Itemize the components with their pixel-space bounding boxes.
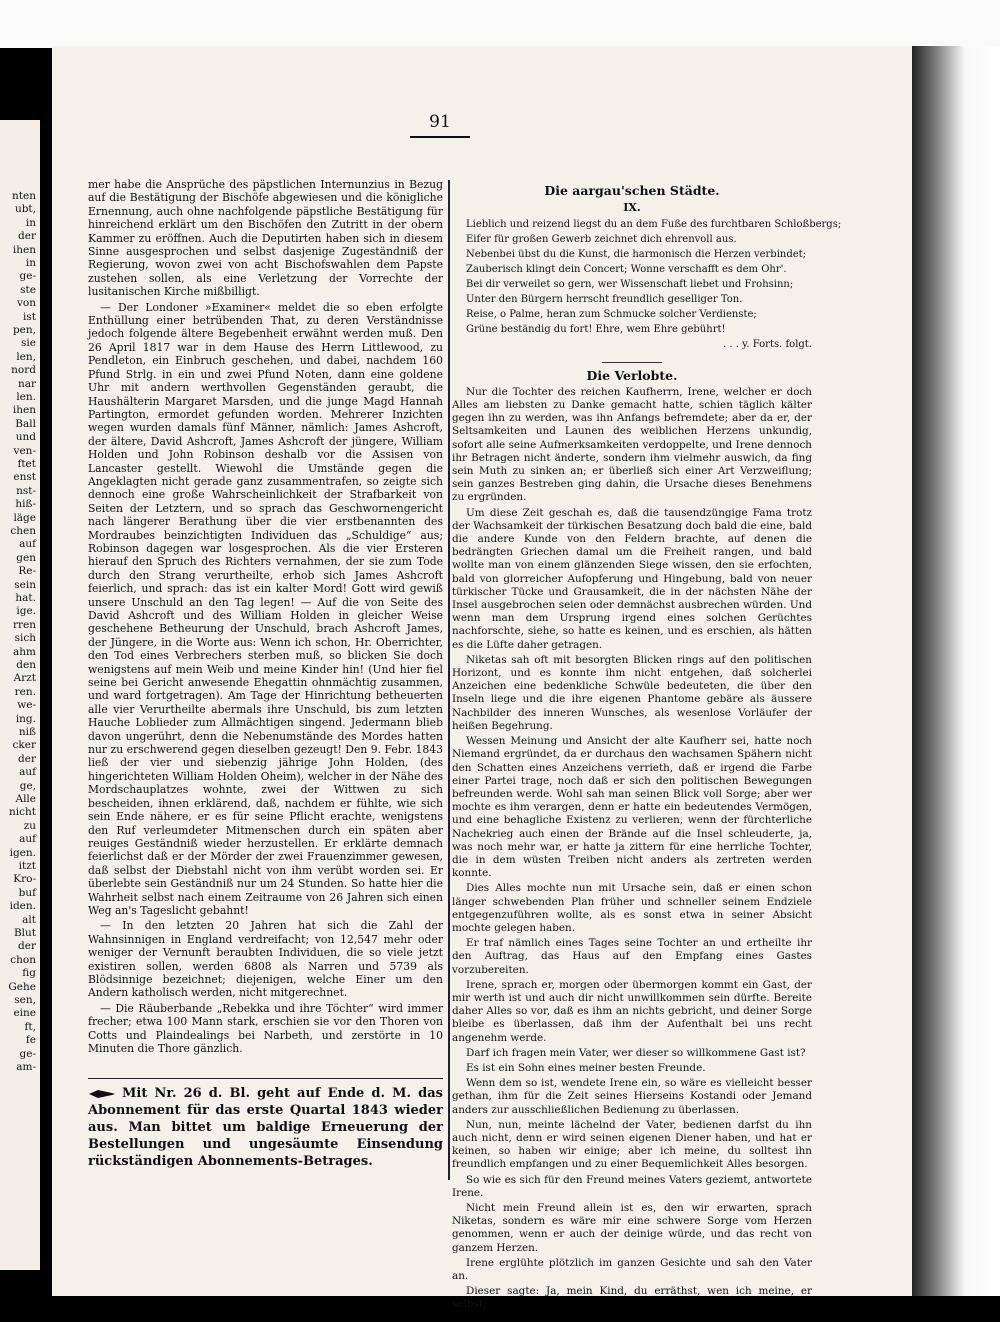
story-paragraph: So wie es sich für den Freund meines Vaters geziemt, antwortete Irene. — [452, 1173, 812, 1199]
adjacent-page-text-fragment: ge- — [19, 1047, 36, 1060]
poem-byline: . . . y. Forts. folgt. — [723, 339, 812, 351]
adjacent-page-text-fragment: len. — [16, 391, 36, 403]
adjacent-page-text-fragment: der — [18, 752, 36, 765]
poem-line: Reise, o Palme, heran zum Schmucke solcher Verdienste; — [466, 309, 757, 321]
adjacent-page-text-fragment: ste — [20, 283, 36, 296]
adjacent-page-text-fragment: nst- — [16, 484, 36, 497]
adjacent-page-text-fragment: alt — [22, 913, 36, 926]
adjacent-page-text-fragment: igen. — [9, 846, 36, 859]
page-number: 91 — [429, 112, 451, 132]
adjacent-page-text-fragment: ahm — [13, 645, 36, 658]
adjacent-page-text-fragment: ihen — [12, 243, 36, 256]
page-number-rule — [410, 136, 470, 138]
section-title-aargau: Die aargau'schen Städte. — [544, 183, 720, 198]
adjacent-page-text-fragment: am- — [16, 1061, 36, 1073]
adjacent-page-text-fragment: der — [18, 940, 36, 953]
adjacent-page-text-fragment: Arzt — [13, 672, 36, 685]
adjacent-page-fragment — [0, 120, 40, 1270]
adjacent-page-text-fragment: pen, — [12, 324, 36, 336]
story-paragraph: Er traf nämlich eines Tages seine Tochter an und ertheilte ihr den Auftrag, das Haus auf den Empfang eines Gastes vorzubereiten. — [452, 937, 812, 976]
adjacent-page-text-fragment: we- — [17, 699, 36, 712]
poem-line: Unter den Bürgern herrscht freundlich geselliger Ton. — [466, 294, 743, 306]
adjacent-page-text-fragment: iden. — [9, 900, 36, 913]
adjacent-page-text-fragment: nord — [11, 364, 36, 377]
story-paragraph: Nur die Tochter des reichen Kaufherrn, Irene, welcher er doch Alles am liebsten zu Danke gemacht hatte, schien täglich kälter gegen ihn zu werden, was ihn Anfangs befremdete; aber da er, der Seltsamkeiten und Launen des weiblichen Herzens unkundig, sofort alle seine Aufmerksamkeiten verdoppelte, und Irene dennoch ihr Betragen nicht änderte, sondern ihm vielmehr auswich, da fing sein Muth zu sinken an; er überließ sich einer Art Verzweiflung; sein ganzes Bestreben ging dahin, die Ursache dieses Benehmens zu ergründen. — [452, 385, 812, 504]
story-paragraph: Um diese Zeit geschah es, daß die tausendzüngige Fama trotz der Wachsamkeit der türkischen Besatzung doch bald die eine, bald die andere Kunde von den Feldern brachte, auf denen die bedrängten Griechen damal um die Freiheit rangen, und bald wollte man von einem glänzenden Siege wissen, den sie erfochten, bald von glorreicher Aufopferung und Hingebung, bald von neuer türkischer Tücke und Grausamkeit, die in der nächsten Nähe der Insel ausgebrochen seien oder demnächst ausbrechen würden. Und wenn man dem Ursprung irgend eines solchen Gerüchtes nachforschte, siehe, so hatte es keinen, und es erschien, als hätten es die Lüfte daher getragen. — [452, 506, 812, 651]
story-paragraph: Wenn dem so ist, wendete Irene ein, so wäre es vielleicht besser gethan, ihm für die Zeit seines Hierseins Kostandi oder Jemand anders zur ausschließlichen Bedienung zu überlassen. — [452, 1077, 812, 1116]
paragraph-bishops: mer habe die Ansprüche des päpstlichen Internunzius in Bezug auf die Bestätigung der Bischöfe abgewiesen und die königliche Ernennung, auch ohne nachfolgende päpstliche Bestätigung für hinreichend erklärt um den Bischöfen den Zutritt in der obern Kammer zu eröffnen. Auch die Deputirten haben sich in diesem Sinne ausgesprochen und selbst dasjenige Zugeständniß der Regierung, wovon zwei von acht Bischofswahlen dem Papste zustehen sollen, als eine Verletzung der Vorrechte der lusitanischen Kirche mißbilligt. — [88, 178, 443, 299]
story-paragraph: Nicht mein Freund allein ist es, den wir erwarten, sprach Niketas, sondern es wäre mir eine schwere Sorge vom Herzen genommen, wenn er auch der deinige würde, und das recht von ganzem Herzen. — [452, 1202, 812, 1254]
adjacent-page-text-fragment: in — [25, 257, 36, 269]
adjacent-page-text-fragment: nten — [12, 190, 36, 202]
adjacent-page-text-fragment: und — [15, 431, 36, 444]
story-paragraph: Irene erglühte plötzlich im ganzen Gesichte und sah den Vater an. — [452, 1256, 812, 1283]
adjacent-page-text-fragment: sich — [14, 632, 36, 645]
subscription-notice — [88, 1078, 443, 1170]
poem-line: Lieblich und reizend liegst du an dem Fuße des furchtbaren Schloßbergs; — [466, 219, 842, 231]
adjacent-page-text-fragment: itzt — [18, 860, 36, 872]
poem-line: Zauberisch klingt dein Concert; Wonne verschafft es dem Ohr'. — [466, 264, 787, 276]
adjacent-page-text-fragment: nicht — [9, 806, 36, 819]
adjacent-page-text-fragment: ige. — [16, 605, 36, 618]
paragraph-rebekka: — Die Räuberbande „Rebekka und ihre Töchter“ wird immer frecher; etwa 100 Mann stark, erschien sie vor den Thoren von Cotts und Plaindealings bei Narbeth, und zerstörte in 10 Minuten die Thore gänzlich. — [88, 1001, 443, 1055]
poem — [452, 218, 842, 336]
scan-top-edge — [0, 0, 1000, 48]
adjacent-page-text-fragment: Kro- — [13, 873, 36, 886]
poem-number: IX. — [623, 201, 641, 215]
adjacent-page-text-fragment: eine — [13, 1007, 36, 1020]
adjacent-page-text-fragment: Gehe — [8, 980, 36, 993]
adjacent-page-text-fragment: sein — [14, 578, 36, 591]
pointing-hand-icon — [88, 1088, 116, 1100]
adjacent-page-text-fragment: zu — [23, 819, 36, 832]
adjacent-page-text-fragment: in — [25, 216, 36, 229]
right-column — [452, 178, 842, 1314]
adjacent-page-text-fragment: ftet — [17, 458, 36, 470]
adjacent-page-text-fragment: buf — [18, 886, 36, 899]
adjacent-page-text-fragment: ven- — [13, 444, 36, 457]
adjacent-page-text-fragment: fe — [25, 1034, 36, 1047]
adjacent-page-text-fragment: ing. — [15, 712, 36, 725]
adjacent-page-text-fragment: Re- — [18, 565, 36, 578]
adjacent-page-text-fragment: Ball — [15, 417, 36, 430]
scan-right-edge — [912, 46, 1000, 1296]
story-paragraph: Niketas sah oft mit besorgten Blicken rings auf den politischen Horizont, und es konnte ihm nicht entgehen, daß solcherlei Anzeichen eine bedenkliche Schwüle bedeuteten, die über den Inseln liege und die ihre eigenen Phantome gebäre als äussere Nachbilder des inneren Wunsches, als wesenlose Vorläufer der heißen Begehrung. — [452, 653, 812, 732]
story-paragraph: Es ist ein Sohn eines meiner besten Freunde. — [466, 1061, 706, 1074]
section-title-verlobte: Die Verlobte. — [586, 367, 678, 383]
adjacent-page-text-fragment: ihen — [12, 404, 36, 417]
adjacent-page-text-fragment: ft, — [24, 1020, 36, 1033]
adjacent-page-text-fragment: sie — [21, 337, 36, 350]
adjacent-page-text-fragment: chen — [10, 525, 36, 537]
adjacent-page-text-fragment: hiß- — [15, 498, 36, 511]
left-column — [88, 178, 443, 1057]
adjacent-page-text-fragment: auf — [19, 833, 36, 846]
notice-text: Mit Nr. 26 d. Bl. geht auf Ende d. M. das Abonnement für das erste Quartal 1843 wieder aus. Man bittet um baldige Erneuerung der Bestellungen und ungesäumte Einsendung rückständigen Abonnements-Betrages. — [88, 1086, 443, 1169]
story-paragraph: Wessen Meinung und Ansicht der alte Kaufherr sei, hatte noch Niemand ergründet, da er durchaus den wachsamen Spähern nicht den Schatten eines Anzeichens verrieth, daß er irgend die Farbe einer Partei trage, noch daß er sich den politischen Bewegungen befreunden werde. Wohl sah man seinen Blick voll Sorge; aber wer mochte es ihm verargen, denn er hatte ein bedeutendes Vermögen, und eine behagliche Existenz zu verlieren, wenn der fürchterliche Nachekrieg auch einen der Brände auf die Insel schleuderte, ja, was noch mehr war, er hatte ja zittern für eine herrliche Tochter, die in dem wüsten Treiben nicht anders als zertreten werden konnte. — [452, 735, 812, 880]
paragraph-insanity: — In den letzten 20 Jahren hat sich die Zahl der Wahnsinnigen in England verdreifacht; von 12,547 mehr oder weniger der Vernunft beraubten Individuen, die so viele jetzt existiren sollen, werden 6808 als Narren und 5739 als Blödsinnige bezeichnet; diejenigen, welche Einer um den Andern katholisch werden, nicht mitgerechnet. — [88, 919, 443, 1000]
adjacent-page-text-fragment: ge- — [19, 270, 36, 283]
poem-line: Eifer für großen Gewerb zeichnet dich ehrenvoll aus. — [466, 234, 737, 246]
adjacent-page-text-fragment: cker — [12, 739, 36, 752]
column-divider — [448, 180, 450, 1180]
paragraph-examiner: — Der Londoner »Examiner« meldet die so eben erfolgte Enthüllung einer betrübenden That, zu deren Verständnisse jedoch folgende ältere Begebenheit erwähnt werden muß. Den 26 April 1817 war in dem Hause des Herrn Littlewood, zu Pendleton, ein Einbruch geschehen, und dabei, nachdem 160 Pfund Strlg. in ein und zwei Pfund Noten, dann eine goldene Uhr mit andern werthvollen Gegenständen geraubt, die Haushälterin Margaret Marsden, und die junge Magd Hannah Partington, ermordet gefunden worden. Mehrerer Inzichten wegen wurden damals fünf Männer, nämlich: James Ashcroft, der ältere, David Ashcroft, James Ashcroft der jüngere, William Holden und John Robinson deshalb vor die Assisen von Lancaster gestellt. Wiewohl die Umstände gegen die Angeklagten nicht gerade ganz zusammentrafen, so zeigte sich dennoch eine große Wahrscheinlichkeit der Strafbarkeit von Seiten der Letztern, und so sprach das Geschwornengericht nach längerer Berathung über die vier erstbenannten des Mordraubes beinzichtigten Individuen das „Schuldige“ aus; Robinson dagegen war losgesprochen. Als die vier Ersteren hierauf den Spruch des Richters vernahmen, der sie zum Tode durch den Strang verurtheilte, erhob sich James Ashcroft feierlich, und sprach: das ist ein kalter Mord! Gott wird gewiß unsere Unschuld an den Tag legen! — Auf die von Seite des David Ashcroft und des William Holden in gleicher Weise geschehene Betheurung der Unschuld, brach Ashcroft James, der Jüngere, in die Worte aus: Wenn ich schon, Hr. Oberrichter, den Tod eines Verbrechers sterben muß, so blicken Sie doch wenigstens auf mein Weib und meine Kinder hin! (Und hier fiel seine bei Gericht anwesende Ehegattin ohnmächtig zusammen, und ward fortgetragen). Am Tage der Hinrichtung betheuerten alle vier Verurtheilte abermals ihre Unschuld, bis zum letzten Hauche Loblieder zum Allmächtigen singend. Jedermann blieb davon ungerührt, denn die Nebenumstände des Mordes hatten nur zu erschwerend gegen dieselben gezeugt! Den 9. Febr. 1843 ließ der vier und siebenzig jährige John Holden, (des hingerichteten William Holden Oheim), welcher in der Nähe des Mordschauplatzes wohnte, zwei der Wittwen zu sich bescheiden, ihnen erklärend, daß, nachdem er fühlte, wie sich sein Ende nähere, er es für seine Pflicht erachte, wenigstens den Ruf verleumdeter Mitmenschen durch ein späten aber reuiges Geständniß wieder herzustellen. Er erklärte demnach feierlichst daß er der Mörder der zwei Frauenzimmer gewesen, daß selbst der Diebstahl nicht von ihm verübt worden sei. Er überlebte sein Geständniß nur um 24 Stunden. So hatte hier die Wahrheit selbst nach einem Zeitraume von 26 Jahren sich einen Weg an's Tageslicht gebahnt! — [88, 300, 443, 917]
story-paragraph: Dies Alles mochte nun mit Ursache sein, daß er einen schon länger schwebenden Plan früher und schneller seinem Endziele entgegenzuführen wollte, als es sonst etwa in seiner Absicht mochte gelegen haben. — [452, 882, 812, 934]
adjacent-page-text-fragment: sen, — [14, 994, 36, 1006]
poem-line: Bei dir verweilet so gern, wer Wissenschaft liebet und Frohsinn; — [466, 279, 794, 291]
adjacent-page-text-fragment: von — [16, 297, 36, 310]
adjacent-page-text-fragment: ist — [23, 310, 36, 323]
adjacent-page-text-fragment: ge, — [19, 779, 36, 792]
adjacent-page-text-fragment: enst — [13, 471, 36, 484]
adjacent-page-text-fragment: läge — [13, 511, 36, 524]
adjacent-page-text-fragment: chon — [10, 953, 36, 966]
adjacent-page-text-fragment: Blut — [13, 927, 36, 939]
adjacent-page-text-fragment: auf — [19, 766, 36, 779]
section-separator — [602, 362, 662, 363]
story-paragraph: Darf ich fragen mein Vater, wer dieser so willkommene Gast ist? — [466, 1046, 806, 1059]
adjacent-page-text-fragment: auf — [19, 538, 36, 551]
adjacent-page-text-fragment: ren. — [14, 685, 36, 698]
adjacent-page-text-fragment: gen — [16, 551, 36, 564]
adjacent-page-text-fragment: ubt, — [14, 203, 36, 216]
adjacent-page-text-fragment: len, — [16, 350, 36, 363]
adjacent-page-text-fragment: den — [16, 659, 36, 671]
adjacent-page-text-fragment: hat. — [15, 592, 36, 604]
adjacent-page-text-fragment: fig — [22, 967, 36, 980]
poem-line: Nebenbei übst du die Kunst, die harmonisch die Herzen verbindet; — [466, 249, 807, 261]
story-paragraph: Nun, nun, meinte lächelnd der Vater, bedienen darfst du ihn auch nicht, denn er wird seinen eigenen Diener haben, und hat er keinen, so haben wir einige; aber ich meine, du solltest ihn freundlich empfangen und zu einer Bequemlichkeit Alles besorgen. — [452, 1118, 812, 1171]
adjacent-page-text-fragment: nar — [17, 377, 36, 390]
poem-line: Grüne beständig du fort! Ehre, wem Ehre gebührt! — [466, 324, 726, 336]
adjacent-page-text-fragment: der — [18, 230, 36, 243]
adjacent-page-text-fragment: rren — [12, 618, 36, 631]
adjacent-page-text-fragment: niß — [18, 726, 36, 738]
story-paragraph: Dieser sagte: Ja, mein Kind, du erräthst, wen ich meine, er selbst, — [452, 1285, 812, 1311]
story-paragraph: Irene, sprach er, morgen oder übermorgen kommt ein Gast, der mir werth ist und auch dir nicht unwillkommen sein dürfte. Bereite daher Alles so vor, daß es ihm an nichts gebricht, und deiner Sorge bleibe es überlassen, daß ihm der Aufenthalt bei uns recht angenehm werde. — [452, 978, 812, 1044]
adjacent-page-text-fragment: Alle — [15, 793, 36, 805]
